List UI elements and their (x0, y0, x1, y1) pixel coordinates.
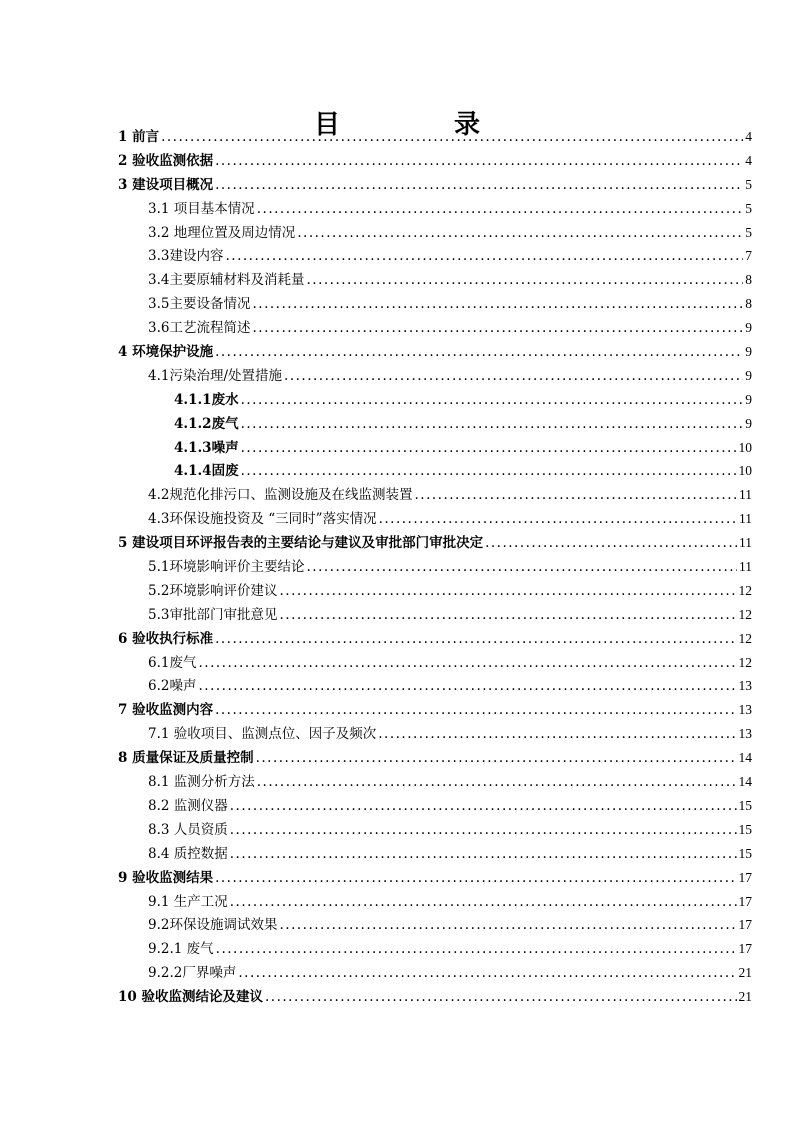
dot-leader (216, 938, 737, 962)
dot-leader (257, 771, 737, 795)
toc-entry[interactable] (118, 555, 752, 579)
toc-entry-page-number: 12 (738, 582, 752, 598)
toc-entry-label: 4.1.2废气 (174, 415, 239, 432)
toc-entry-label: 8.4 质控数据 (148, 845, 228, 862)
toc-entry-page-number: 5 (745, 224, 752, 240)
toc-entry-label: 6.1废气 (148, 654, 197, 671)
toc-entry[interactable] (118, 531, 752, 555)
toc-entry-label: 3.6工艺流程简述 (148, 320, 251, 337)
toc-title: 目 录 (313, 110, 524, 141)
toc-entry[interactable] (118, 436, 752, 460)
toc-entry-label: 3.1 项目基本情况 (148, 200, 255, 217)
toc-entry[interactable] (118, 244, 752, 268)
toc-entry[interactable] (118, 364, 752, 388)
toc-entry[interactable] (118, 173, 752, 197)
toc-entry[interactable] (118, 937, 752, 961)
toc-entry-label: 4.2规范化排污口、监测设施及在线监测装置 (148, 487, 413, 504)
toc-entry[interactable] (118, 627, 752, 651)
toc-entry-label: 5 建设项目环评报告表的主要结论与建议及审批部门审批决定 (118, 535, 484, 552)
dot-leader (198, 675, 736, 699)
dot-leader (215, 699, 736, 723)
toc-entry[interactable] (118, 292, 752, 316)
toc-entry[interactable] (118, 985, 752, 1009)
dot-leader (306, 556, 737, 580)
dot-leader (230, 819, 737, 843)
toc-entry-page-number: 7 (745, 248, 752, 264)
dot-leader (279, 604, 736, 628)
toc-entry-page-number: 17 (738, 917, 752, 933)
dot-leader (379, 508, 737, 532)
toc-entry-page-number: 9 (745, 344, 752, 360)
toc-entry-page-number: 13 (738, 726, 752, 742)
toc-entry-label: 5.3审批部门审批意见 (148, 606, 278, 623)
toc-entry-label: 4.1.1废水 (174, 391, 239, 408)
dot-leader (241, 437, 737, 461)
toc-entry-page-number: 8 (745, 272, 752, 288)
toc-entry-page-number: 12 (738, 654, 752, 670)
toc-entry-page-number: 14 (738, 774, 752, 790)
toc-entry-label: 7 验收监测内容 (118, 702, 214, 719)
toc-entry-page-number: 11 (739, 559, 752, 575)
toc-entry[interactable] (118, 340, 752, 364)
toc-entry[interactable] (118, 579, 752, 603)
toc-entry[interactable] (118, 866, 752, 890)
dot-leader (238, 962, 736, 986)
toc-entry-page-number: 12 (738, 606, 752, 622)
dot-leader (414, 484, 737, 508)
toc-entry[interactable] (118, 770, 752, 794)
toc-entry-page-number: 9 (745, 367, 752, 383)
dot-leader (378, 723, 736, 747)
dot-leader (241, 389, 744, 413)
toc-entry-page-number: 15 (738, 821, 752, 837)
toc-entry-label: 8.2 监测仪器 (148, 797, 228, 814)
dot-leader (241, 460, 737, 484)
toc-entry[interactable] (118, 818, 752, 842)
dot-leader (215, 628, 736, 652)
toc-entry-page-number: 4 (745, 129, 752, 144)
toc-entry-label: 4.1.3噪声 (174, 439, 239, 456)
toc-entry-label: 9.1 生产工况 (148, 893, 228, 910)
toc-entry[interactable] (118, 698, 752, 722)
dot-leader (297, 222, 743, 246)
dot-leader (256, 747, 737, 771)
dot-leader (284, 365, 743, 389)
toc-entry-label: 3 建设项目概况 (118, 176, 214, 193)
toc-entry-page-number: 13 (738, 678, 752, 694)
toc-entry-label: 4.3环保设施投资及 “三同时”落实情况 (148, 511, 377, 528)
toc-entry-page-number: 21 (738, 965, 752, 981)
toc-entry-label: 9 验收监测结果 (118, 869, 214, 886)
toc-entry-page-number: 5 (745, 200, 752, 216)
toc-entry-page-number: 15 (738, 797, 752, 813)
toc-entry-page-number: 21 (738, 989, 752, 1005)
toc-entry-label: 9.2.2厂界噪声 (148, 965, 237, 982)
dot-leader (306, 269, 743, 293)
toc-entry-page-number: 5 (745, 176, 752, 192)
toc-entry-label: 8 质量保证及质量控制 (118, 750, 254, 767)
toc-entry-page-number: 13 (738, 702, 752, 718)
toc-entry-page-number: 17 (738, 869, 752, 885)
toc-entry-label: 1 前言 (118, 129, 160, 145)
toc-entry-label: 5.2环境影响评价建议 (148, 582, 278, 599)
toc-entry[interactable] (118, 746, 752, 770)
toc-entry-label: 8.1 监测分析方法 (148, 774, 255, 791)
toc-entry-label: 9.2环保设施调试效果 (148, 917, 278, 934)
toc-entry[interactable] (118, 149, 752, 173)
toc-entry[interactable] (118, 842, 752, 866)
toc-entry-page-number: 8 (745, 296, 752, 312)
dot-leader (230, 795, 737, 819)
toc-entry[interactable] (118, 125, 752, 149)
toc-entry-label: 4.1污染治理/处置措施 (148, 367, 283, 384)
toc-entry-page-number: 12 (738, 630, 752, 646)
toc-entry[interactable] (118, 913, 752, 937)
toc-entry-page-number: 11 (739, 535, 752, 551)
toc-entry[interactable] (118, 483, 752, 507)
dot-leader (215, 867, 736, 891)
toc-entry-page-number: 11 (739, 511, 752, 527)
toc-entry-label: 3.3建设内容 (148, 248, 224, 265)
toc-entry[interactable] (118, 507, 752, 531)
toc-entry-label: 2 验收监测依据 (118, 152, 214, 169)
toc-entry-page-number: 17 (738, 893, 752, 909)
toc-entry[interactable] (118, 674, 752, 698)
dot-leader (279, 580, 736, 604)
toc-entry-page-number: 10 (738, 439, 752, 455)
dot-leader (265, 986, 737, 1010)
toc-entry[interactable] (118, 603, 752, 627)
toc-entry-page-number: 10 (738, 463, 752, 479)
toc-entry[interactable] (118, 651, 752, 675)
toc-entry-page-number: 15 (738, 845, 752, 861)
toc-entry[interactable] (118, 961, 752, 985)
toc-entry[interactable] (118, 221, 752, 245)
toc-entry-page-number: 11 (739, 487, 752, 503)
toc-entry[interactable] (118, 794, 752, 818)
dot-leader (485, 532, 737, 556)
dot-leader (198, 652, 736, 676)
toc-entry-label: 8.3 人员资质 (148, 821, 228, 838)
toc-entry-label: 4.1.4固废 (174, 463, 239, 480)
toc-entry-page-number: 4 (745, 152, 752, 168)
toc-entry-label: 7.1 验收项目、监测点位、因子及频次 (148, 726, 377, 743)
toc-entry-label: 3.5主要设备情况 (148, 296, 251, 313)
toc-entry-page-number: 17 (738, 941, 752, 957)
toc-entry-page-number: 14 (738, 750, 752, 766)
toc-entry-label: 9.2.1 废气 (148, 941, 214, 958)
toc-entry-label: 10 验收监测结论及建议 (118, 989, 263, 1006)
toc-entry-label: 4 环境保护设施 (118, 344, 214, 361)
toc-entry-label: 3.2 地理位置及周边情况 (148, 224, 296, 241)
dot-leader (230, 891, 737, 915)
dot-leader (279, 914, 736, 938)
toc-entry[interactable] (118, 890, 752, 914)
dot-leader (161, 126, 743, 150)
dot-leader (230, 843, 737, 867)
toc-entry[interactable] (118, 316, 752, 340)
toc-entry-label: 6 验收执行标准 (118, 630, 214, 647)
dot-leader (215, 341, 743, 365)
toc-entry-label: 3.4主要原辅材料及消耗量 (148, 272, 305, 289)
toc-entry-page-number: 9 (745, 391, 752, 407)
toc-entry[interactable] (118, 459, 752, 483)
toc-entry[interactable] (118, 722, 752, 746)
dot-leader (225, 245, 743, 269)
dot-leader (241, 413, 744, 437)
dot-leader (252, 293, 743, 317)
toc-entry[interactable] (118, 412, 752, 436)
toc-entry-label: 6.2噪声 (148, 678, 197, 695)
dot-leader (252, 317, 743, 341)
toc-entry-page-number: 9 (745, 415, 752, 431)
dot-leader (215, 150, 743, 174)
dot-leader (257, 198, 743, 222)
toc-entry[interactable] (118, 268, 752, 292)
dot-leader (215, 174, 743, 198)
toc-entry-label: 5.1环境影响评价主要结论 (148, 559, 305, 576)
toc-entry[interactable] (118, 197, 752, 221)
toc-entry[interactable] (118, 388, 752, 412)
table-of-contents (118, 125, 752, 1009)
toc-entry-page-number: 9 (745, 320, 752, 336)
